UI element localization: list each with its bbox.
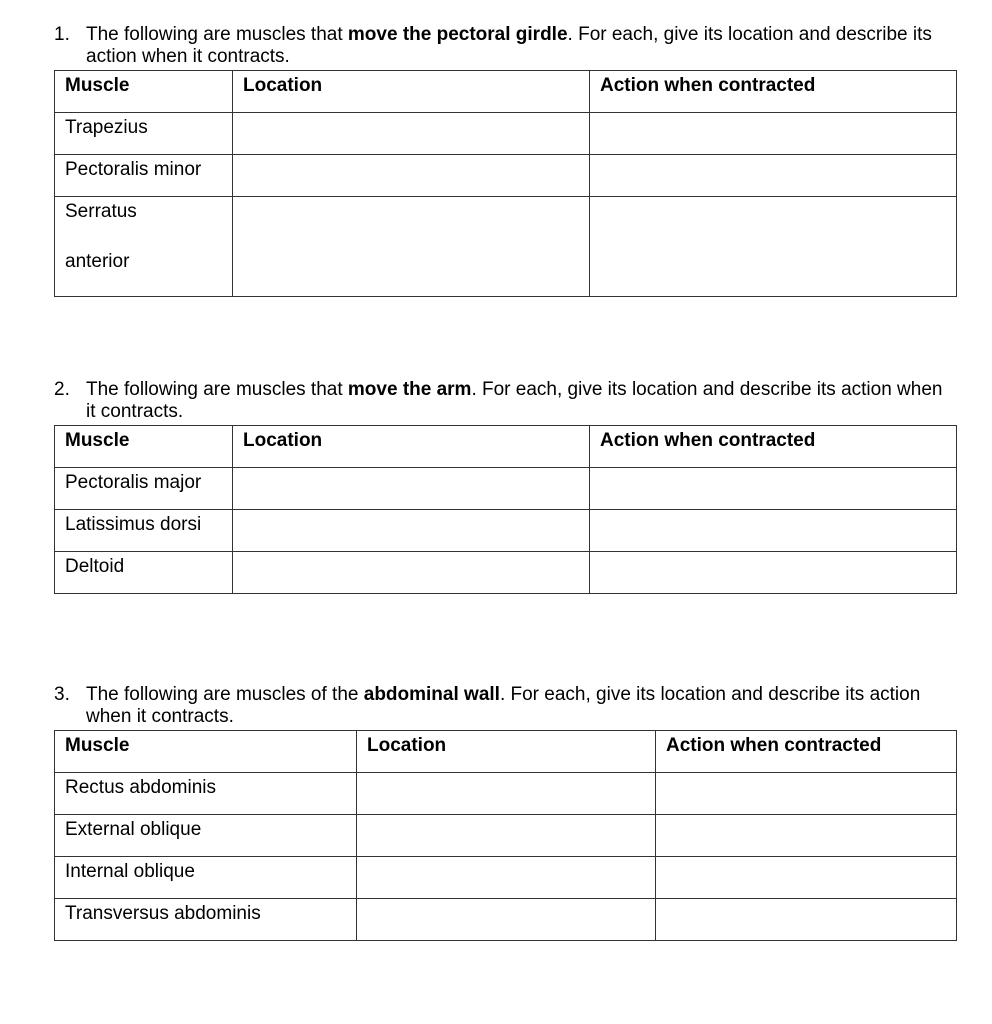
action-cell[interactable] bbox=[590, 468, 957, 510]
abdominal-wall-table bbox=[54, 730, 957, 941]
location-cell[interactable] bbox=[357, 815, 656, 857]
table-row bbox=[55, 857, 957, 899]
muscle-name: Pectoralis minor bbox=[55, 155, 233, 197]
header-action: Action when contracted bbox=[590, 426, 957, 468]
action-cell[interactable] bbox=[590, 113, 957, 155]
action-cell[interactable] bbox=[656, 857, 957, 899]
action-cell[interactable] bbox=[590, 552, 957, 594]
header-muscle: Muscle bbox=[55, 426, 233, 468]
header-location: Location bbox=[233, 426, 590, 468]
table-row bbox=[55, 510, 957, 552]
action-cell[interactable] bbox=[656, 773, 957, 815]
question-number: 1. bbox=[54, 24, 70, 45]
question-number: 2. bbox=[54, 379, 70, 400]
location-cell[interactable] bbox=[357, 899, 656, 941]
prompt-text: The following are muscles of the bbox=[86, 684, 364, 705]
table-row bbox=[55, 155, 957, 197]
location-cell[interactable] bbox=[357, 857, 656, 899]
location-cell[interactable] bbox=[233, 113, 590, 155]
table-header-row bbox=[55, 426, 957, 468]
table-header-row bbox=[55, 71, 957, 113]
table-row bbox=[55, 468, 957, 510]
muscle-name: Transversus abdominis bbox=[55, 899, 357, 941]
question-number: 3. bbox=[54, 684, 70, 705]
table-row bbox=[55, 773, 957, 815]
prompt-text: . For each, give its location and describe its action when it contracts. bbox=[86, 24, 932, 67]
muscle-name: Latissimus dorsi bbox=[55, 510, 233, 552]
muscle-name: External oblique bbox=[55, 815, 357, 857]
question-2 bbox=[54, 379, 956, 594]
table-row bbox=[55, 815, 957, 857]
muscle-name: Trapezius bbox=[55, 113, 233, 155]
question-1 bbox=[54, 24, 956, 297]
prompt-text: The following are muscles that bbox=[86, 24, 348, 45]
table-row bbox=[55, 113, 957, 155]
action-cell[interactable] bbox=[656, 815, 957, 857]
location-cell[interactable] bbox=[233, 155, 590, 197]
header-location: Location bbox=[233, 71, 590, 113]
muscle-name: Rectus abdominis bbox=[55, 773, 357, 815]
question-1-prompt bbox=[54, 24, 956, 68]
muscle-name: Internal oblique bbox=[55, 857, 357, 899]
table-row bbox=[55, 552, 957, 594]
location-cell[interactable] bbox=[233, 197, 590, 297]
muscle-name bbox=[55, 197, 233, 297]
action-cell[interactable] bbox=[656, 899, 957, 941]
action-cell[interactable] bbox=[590, 197, 957, 297]
header-muscle: Muscle bbox=[55, 71, 233, 113]
header-muscle: Muscle bbox=[55, 731, 357, 773]
header-location: Location bbox=[357, 731, 656, 773]
table-row bbox=[55, 899, 957, 941]
question-3-prompt bbox=[54, 684, 956, 728]
prompt-text: The following are muscles that bbox=[86, 379, 348, 400]
pectoral-girdle-table bbox=[54, 70, 957, 297]
location-cell[interactable] bbox=[233, 552, 590, 594]
question-3 bbox=[54, 684, 956, 941]
action-cell[interactable] bbox=[590, 510, 957, 552]
table-header-row bbox=[55, 731, 957, 773]
prompt-bold-text: abdominal wall bbox=[363, 684, 500, 705]
header-action: Action when contracted bbox=[656, 731, 957, 773]
action-cell[interactable] bbox=[590, 155, 957, 197]
prompt-text: . For each, give its location and describe its action when it contracts. bbox=[86, 379, 943, 422]
table-row bbox=[55, 197, 957, 297]
muscle-name: Pectoralis major bbox=[55, 468, 233, 510]
prompt-text: . For each, give its location and describe its action when it contracts. bbox=[86, 684, 921, 727]
muscle-name-line: anterior bbox=[65, 251, 130, 272]
prompt-bold-text: move the pectoral girdle bbox=[347, 24, 568, 45]
arm-table bbox=[54, 425, 957, 594]
muscle-name-line: Serratus bbox=[65, 201, 137, 222]
question-2-prompt bbox=[54, 379, 956, 423]
location-cell[interactable] bbox=[233, 468, 590, 510]
muscle-name: Deltoid bbox=[55, 552, 233, 594]
header-action: Action when contracted bbox=[590, 71, 957, 113]
prompt-bold-text: move the arm bbox=[347, 379, 472, 400]
location-cell[interactable] bbox=[233, 510, 590, 552]
location-cell[interactable] bbox=[357, 773, 656, 815]
